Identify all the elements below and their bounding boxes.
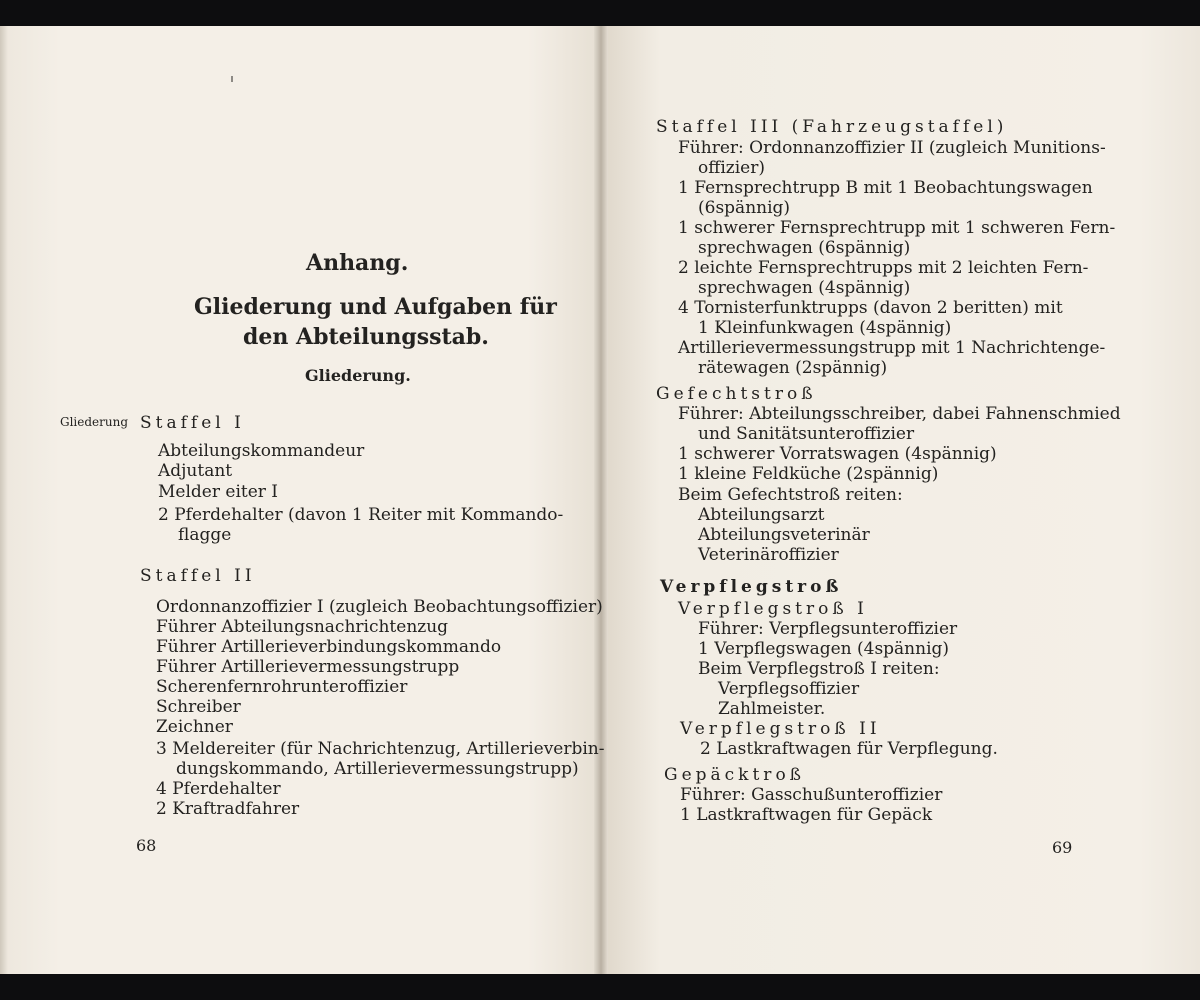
staffel-3-line: sprechwagen (6spännig) [698,238,911,258]
staffel-3-line: 4 Tornisterfunktrupps (davon 2 beritten) mit [678,298,1063,318]
staffel-2-item: dungskommando, Artillerievermessungstrupp) [176,759,579,779]
staffel-3-line: 2 leichte Fernsprechtrupps mit 2 leichten Fern- [678,258,1089,278]
staffel-2-item: 4 Pferdehalter [156,779,281,799]
staffel-3-line: (6spännig) [698,198,791,218]
heading-main-line2: den Abteilungsstab. [243,324,489,350]
verpflegstross-1-line: Verpflegsoffizier [718,679,860,699]
staffel-2-item: Scherenfernrohrunteroffizier [156,677,408,697]
staffel-3-line: 1 Fernsprechtrupp B mit 1 Beobachtungswagen [678,178,1093,198]
gepaecktross-line: 1 Lastkraftwagen für Gepäck [680,805,933,825]
page-number-right: 69 [1052,838,1073,857]
staffel-3-line: Artillerievermessungstrupp mit 1 Nachrichtenge- [678,338,1106,358]
margin-note: Gliederung [60,415,129,429]
staffel-2-item: Führer Artillerievermessungstrupp [156,657,460,677]
staffel-2-item: 3 Meldereiter (für Nachrichtenzug, Artillerieverbin- [156,739,605,759]
page-edge-shadow [0,26,8,974]
staffel-2-item: Führer Artillerieverbindungskommando [156,637,502,657]
staffel-3-line: Führer: Ordonnanzoffizier II (zugleich Munitions- [678,138,1106,158]
staffel-1-title: Staffel I [140,413,245,433]
page-number-left: 68 [136,836,157,855]
staffel-3-line: 1 Kleinfunkwagen (4spännig) [698,318,952,338]
staffel-3-title: Staffel III (Fahrzeugstaffel) [656,117,1008,137]
staffel-3-line: 1 schwerer Fernsprechtrupp mit 1 schweren Fern- [678,218,1116,238]
gepaecktross-title: Gepäcktroß [664,765,806,785]
verpflegstross-2-title: Verpflegstroß II [680,719,881,739]
verpflegstross-1-line: Beim Verpflegstroß I reiten: [698,659,940,679]
pencil-mark [231,76,233,82]
verpflegstross-1-line: Zahlmeister. [718,699,826,719]
gefechtstross-line: Veterinäroffizier [698,545,839,565]
staffel-1-item: Adjutant [158,461,233,481]
staffel-1-item: Melder eiter I [158,482,279,502]
gefechtstross-line: Abteilungsarzt [698,505,825,525]
staffel-3-line: offizier) [698,158,765,178]
gefechtstross-title: Gefechtstroß [656,384,817,404]
staffel-1-item: Abteilungskommandeur [158,441,365,461]
staffel-1-item: 2 Pferdehalter (davon 1 Reiter mit Kommando- [158,505,564,525]
verpflegstross-1-title: Verpflegstroß I [678,599,868,619]
staffel-3-line: rätewagen (2spännig) [698,358,888,378]
gefechtstross-line: und Sanitätsunteroffizier [698,424,915,444]
left-page [0,26,600,974]
verpflegstross-title: Verpflegstroß [660,577,843,597]
verpflegstross-1-line: 1 Verpflegswagen (4spännig) [698,639,950,659]
staffel-3-line: sprechwagen (4spännig) [698,278,911,298]
gefechtstross-line: Abteilungsveterinär [698,525,870,545]
gefechtstross-line: 1 schwerer Vorratswagen (4spännig) [678,444,997,464]
verpflegstross-2-line: 2 Lastkraftwagen für Verpflegung. [700,739,998,759]
scan-top-edge [0,0,1200,26]
staffel-2-item: 2 Kraftradfahrer [156,799,300,819]
book-gutter [594,26,608,974]
staffel-2-title: Staffel II [140,566,256,586]
staffel-2-item: Zeichner [156,717,233,737]
heading-gliederung: Gliederung. [305,366,411,385]
staffel-2-item: Ordonnanzoffizier I (zugleich Beobachtungsoffizier) [156,597,603,617]
heading-main-line1: Gliederung und Aufgaben für [194,294,557,320]
gefechtstross-line: 1 kleine Feldküche (2spännig) [678,464,939,484]
gepaecktross-line: Führer: Gasschußunteroffizier [680,785,943,805]
gefechtstross-line: Beim Gefechtstroß reiten: [678,485,903,505]
scan-bottom-edge [0,974,1200,1000]
staffel-2-item: Schreiber [156,697,241,717]
staffel-1-item: flagge [178,525,232,545]
gefechtstross-line: Führer: Abteilungsschreiber, dabei Fahnenschmied [678,404,1121,424]
verpflegstross-1-line: Führer: Verpflegsunteroffizier [698,619,958,639]
staffel-2-item: Führer Abteilungsnachrichtenzug [156,617,449,637]
heading-anhang: Anhang. [306,250,409,276]
